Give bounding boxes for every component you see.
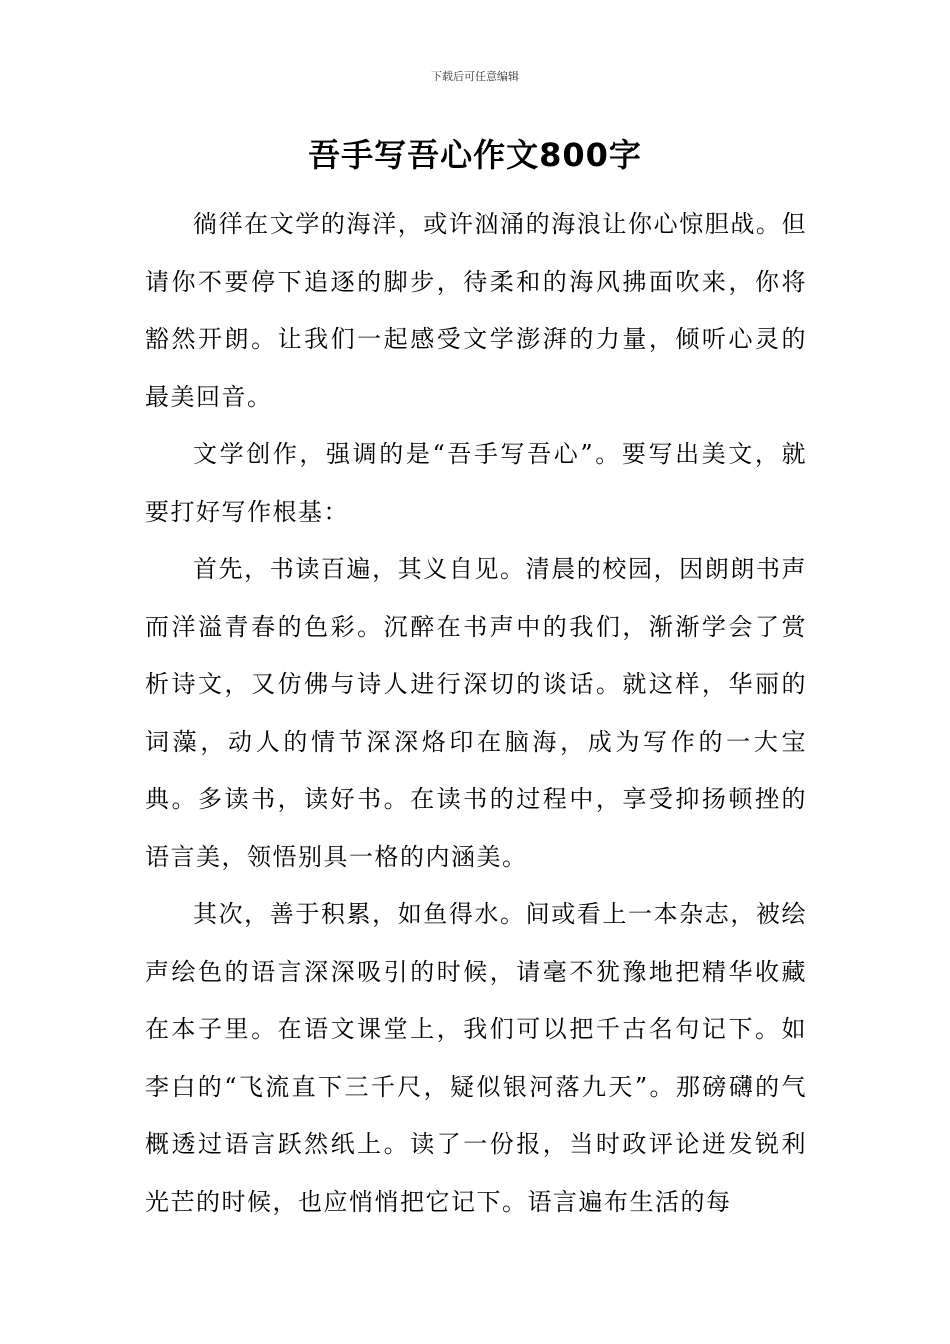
paragraph-4: 其次，善于积累，如鱼得水。间或看上一本杂志，被绘声绘色的语言深深吸引的时候，请毫不犹豫地把精华收藏在本子里。在语文课堂上，我们可以把千古名句记下。如李白的“飞流直下三千尺，疑似银河落九天”。那磅礴的气概透过语言跃然纸上。读了一份报，当时政评论迸发锐利光芒的时候，也应悄悄把它记下。语言遍布生活的每: [145, 900, 807, 1216]
document-title: 吾手写吾心作文800字: [308, 136, 642, 174]
header-note: 下载后可任意编辑: [431, 70, 519, 83]
paragraph-2: 文学创作，强调的是“吾手写吾心”。要写出美文，就要打好写作根基：: [145, 440, 807, 526]
paragraph-3: 首先，书读百遍，其义自见。清晨的校园，因朗朗书声而洋溢青春的色彩。沉醉在书声中的我们，渐渐学会了赏析诗文，又仿佛与诗人进行深切的谈话。就这样，华丽的词藻，动人的情节深深烙印在脑海，成为写作的一大宝典。多读书，读好书。在读书的过程中，享受抑扬顿挫的语言美，领悟别具一格的内涵美。: [145, 555, 807, 871]
paragraph-1: 徜徉在文学的海洋，或许汹涌的海浪让你心惊胆战。但请你不要停下追逐的脚步，待柔和的海风拂面吹来，你将豁然开朗。让我们一起感受文学澎湃的力量，倾听心灵的最美回音。: [145, 210, 807, 411]
document-body: [145, 196, 807, 1231]
